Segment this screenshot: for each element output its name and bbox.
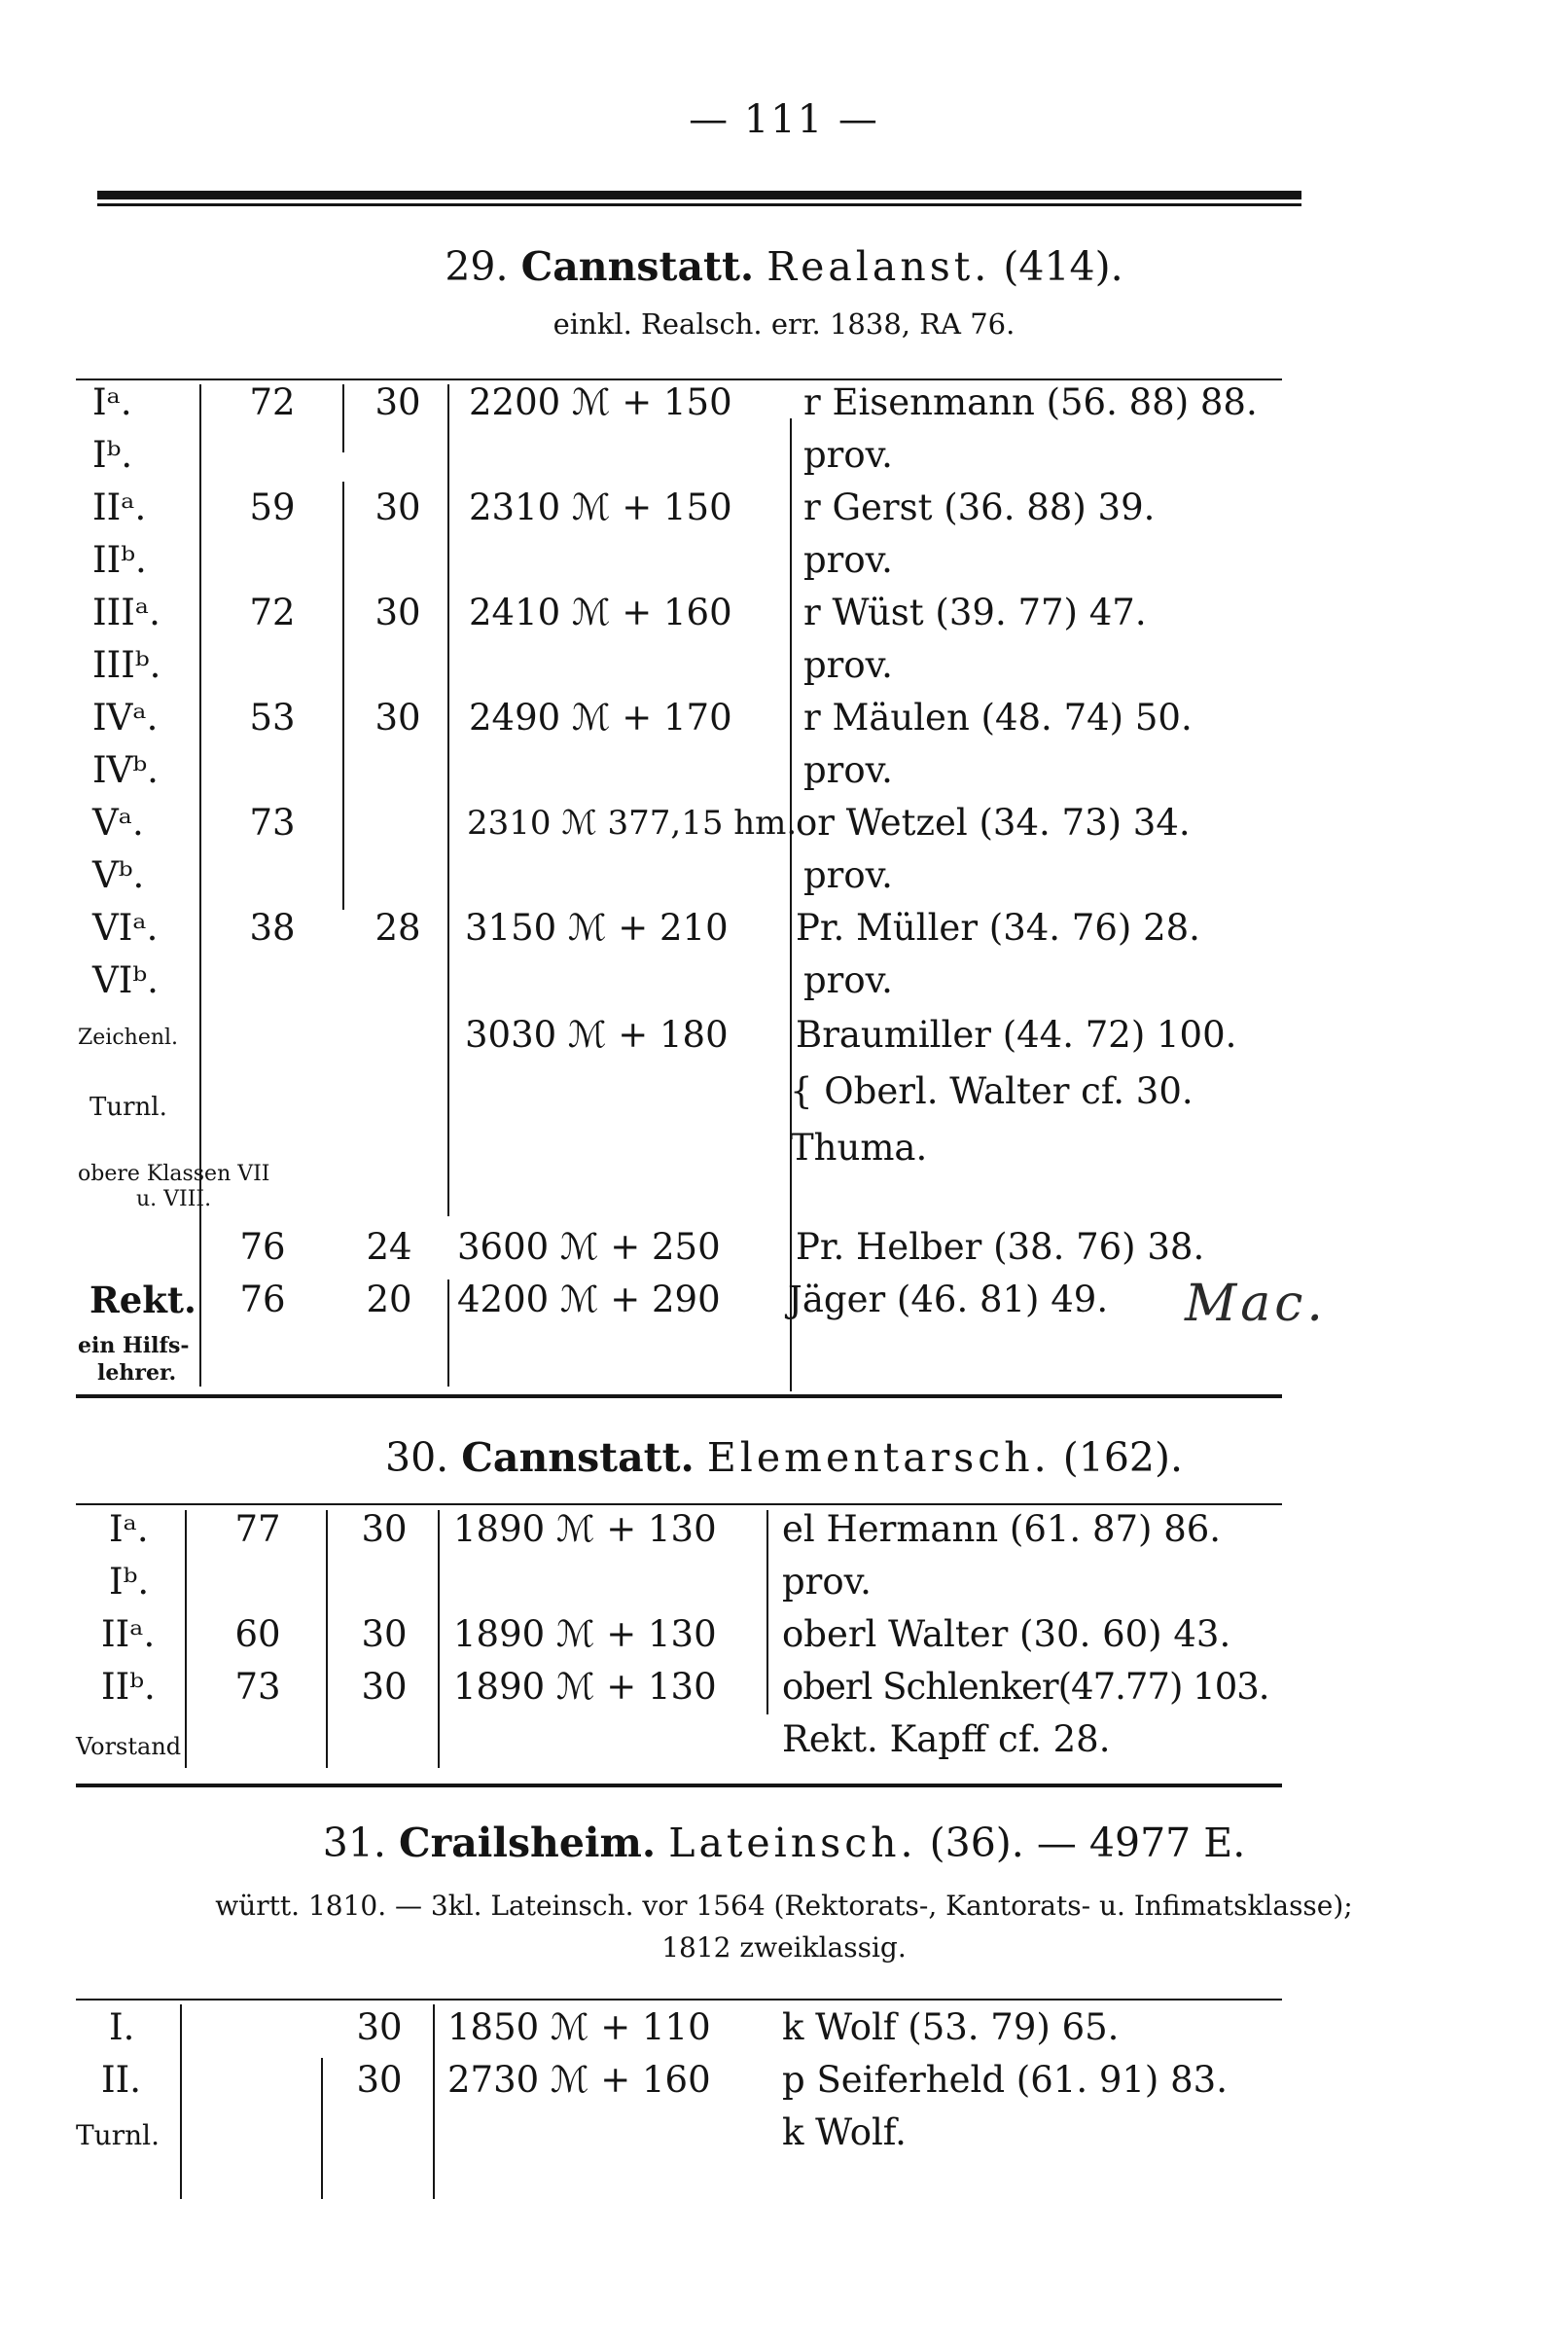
teacher: prov. bbox=[803, 959, 893, 1001]
section-30-count: (162). bbox=[1062, 1434, 1184, 1481]
teacher: prov. bbox=[803, 644, 893, 686]
section-31-number: 31. bbox=[322, 1820, 386, 1866]
section-31-subtitle-line2: 1812 zweiklassig. bbox=[661, 1931, 907, 1964]
class-label: Turnl. bbox=[76, 2119, 160, 2151]
teacher: oberl Schlenker(47.77) 103. bbox=[782, 1666, 1269, 1708]
teacher: k Wolf (53. 79) 65. bbox=[782, 2006, 1120, 2048]
hours-count: 30 bbox=[361, 1508, 408, 1550]
pupil-count: 72 bbox=[249, 381, 296, 423]
section-29-subtitle: einkl. Realsch. err. 1838, RA 76. bbox=[552, 307, 1016, 341]
col-divider bbox=[342, 384, 344, 452]
pupil-count: 77 bbox=[234, 1508, 281, 1550]
section-30-title bbox=[0, 1434, 1568, 1481]
section-30-number: 30. bbox=[384, 1434, 449, 1481]
section-29-place: Cannstatt. bbox=[520, 243, 755, 290]
col-divider bbox=[447, 384, 449, 1216]
section-30-place: Cannstatt. bbox=[461, 1434, 695, 1481]
class-label: Iᵃ. bbox=[109, 1508, 149, 1550]
salary: 1890 ℳ + 130 bbox=[453, 1666, 717, 1708]
section-31-table-top-rule bbox=[76, 1999, 1282, 2001]
section-31-count: (36). bbox=[929, 1820, 1024, 1866]
pupil-count: 59 bbox=[249, 487, 296, 528]
col-divider bbox=[438, 1510, 440, 1768]
pupil-count: 38 bbox=[249, 907, 296, 949]
section-30-bottom-rule bbox=[76, 1784, 1282, 1787]
hours-count: 30 bbox=[374, 697, 421, 739]
hours-count: 30 bbox=[361, 1613, 408, 1655]
teacher: { Oberl. Walter cf. 30. bbox=[790, 1070, 1194, 1112]
class-label: IIᵇ. bbox=[92, 539, 147, 581]
col-divider bbox=[199, 384, 201, 1387]
salary: 3600 ℳ + 250 bbox=[457, 1226, 721, 1268]
section-30-table-top-rule bbox=[76, 1503, 1282, 1505]
teacher: prov. bbox=[803, 854, 893, 896]
class-label: IIᵇ. bbox=[101, 1666, 156, 1708]
salary: 2410 ℳ + 160 bbox=[469, 592, 732, 633]
class-label: Rekt. bbox=[89, 1279, 196, 1321]
class-label: Iᵃ. bbox=[92, 381, 132, 423]
hours-count: 28 bbox=[374, 907, 421, 949]
salary: 1890 ℳ + 130 bbox=[453, 1508, 717, 1550]
section-29-type: Realanst. bbox=[766, 243, 991, 290]
section-31-title bbox=[0, 1820, 1568, 1866]
class-label: IIIᵃ. bbox=[92, 592, 160, 633]
handwritten-note: Mac. bbox=[1185, 1275, 1327, 1333]
salary: 4200 ℳ + 290 bbox=[457, 1279, 721, 1320]
col-divider bbox=[766, 1510, 768, 1714]
class-label: Vorstand bbox=[76, 1733, 182, 1760]
teacher: Thuma. bbox=[790, 1127, 928, 1169]
class-label: Iᵇ. bbox=[109, 1561, 150, 1603]
salary: 2730 ℳ + 160 bbox=[447, 2059, 711, 2101]
teacher: r Gerst (36. 88) 39. bbox=[803, 487, 1156, 528]
teacher: Rekt. Kapff cf. 28. bbox=[782, 1718, 1111, 1760]
teacher: or Wetzel (34. 73) 34. bbox=[796, 802, 1191, 844]
pupil-count: 60 bbox=[234, 1613, 281, 1655]
pupil-count: 73 bbox=[234, 1666, 281, 1708]
col-divider bbox=[342, 482, 344, 910]
page-number: — 111 — bbox=[689, 97, 879, 142]
helper-label: ein Hilfs- bbox=[78, 1333, 190, 1358]
salary: 2490 ℳ + 170 bbox=[469, 697, 732, 739]
header-rule bbox=[97, 191, 1301, 199]
class-label: IIIᵇ. bbox=[92, 644, 161, 686]
hours-count: 30 bbox=[361, 1666, 408, 1708]
teacher: Braumiller (44. 72) 100. bbox=[796, 1014, 1237, 1056]
section-31-population: — 4977 E. bbox=[1036, 1820, 1246, 1866]
class-label: I. bbox=[109, 2006, 135, 2048]
pupil-count: 72 bbox=[249, 592, 296, 633]
class-label: II. bbox=[101, 2059, 141, 2101]
section-31-subtitle-line1: württ. 1810. — 3kl. Lateinsch. vor 1564 (Rektorats-, Kantorats- u. Infimatsklasse); bbox=[215, 1890, 1353, 1922]
salary: 1850 ℳ + 110 bbox=[447, 2006, 711, 2048]
teacher: prov. bbox=[803, 434, 893, 476]
class-label: Zeichenl. bbox=[78, 1026, 179, 1050]
hours-count: 20 bbox=[366, 1279, 412, 1320]
teacher: k Wolf. bbox=[782, 2111, 907, 2153]
teacher: Jäger (46. 81) 49. bbox=[788, 1279, 1109, 1320]
salary: 3030 ℳ + 180 bbox=[465, 1014, 729, 1056]
salary: 2200 ℳ + 150 bbox=[469, 381, 732, 423]
teacher: Pr. Helber (38. 76) 38. bbox=[796, 1226, 1205, 1268]
hours-count: 24 bbox=[366, 1226, 412, 1268]
salary: 2310 ℳ 377,15 hm. bbox=[467, 804, 798, 843]
pupil-count: 76 bbox=[239, 1226, 286, 1268]
class-label: VIᵇ. bbox=[92, 959, 159, 1001]
col-divider bbox=[433, 2004, 435, 2199]
hours-count: 30 bbox=[356, 2006, 403, 2048]
pupil-count: 76 bbox=[239, 1279, 286, 1320]
section-30-type: Elementarsch. bbox=[706, 1434, 1051, 1481]
teacher: prov. bbox=[782, 1561, 872, 1603]
hours-count: 30 bbox=[374, 381, 421, 423]
pupil-count: 53 bbox=[249, 697, 296, 739]
section-29-number: 29. bbox=[445, 243, 509, 290]
salary: 2310 ℳ + 150 bbox=[469, 487, 732, 528]
teacher: p Seiferheld (61. 91) 83. bbox=[782, 2059, 1228, 2101]
teacher: r Wüst (39. 77) 47. bbox=[803, 592, 1147, 633]
class-label: Vᵃ. bbox=[92, 802, 144, 844]
class-label: Vᵇ. bbox=[92, 854, 145, 896]
helper-label: lehrer. bbox=[97, 1360, 177, 1386]
section-29-count: (414). bbox=[1003, 243, 1123, 290]
section-31-type: Lateinsch. bbox=[668, 1820, 917, 1866]
teacher: r Eisenmann (56. 88) 88. bbox=[803, 381, 1258, 423]
hours-count: 30 bbox=[356, 2059, 403, 2101]
upper-classes-label: obere Klassen VII bbox=[78, 1162, 270, 1186]
header-rule-thin bbox=[97, 203, 1301, 206]
section-29-title bbox=[0, 243, 1568, 290]
class-label: IVᵇ. bbox=[92, 749, 159, 791]
hours-count: 30 bbox=[374, 487, 421, 528]
salary: 1890 ℳ + 130 bbox=[453, 1613, 717, 1655]
class-label: IIᵃ. bbox=[101, 1613, 156, 1655]
col-divider bbox=[180, 2004, 182, 2199]
teacher: prov. bbox=[803, 749, 893, 791]
col-divider bbox=[790, 418, 792, 1391]
teacher: Pr. Müller (34. 76) 28. bbox=[796, 907, 1200, 949]
teacher: oberl Walter (30. 60) 43. bbox=[782, 1613, 1231, 1655]
teacher: r Mäulen (48. 74) 50. bbox=[803, 697, 1193, 739]
class-label: VIᵃ. bbox=[92, 907, 159, 949]
teacher: el Hermann (61. 87) 86. bbox=[782, 1508, 1222, 1550]
salary: 3150 ℳ + 210 bbox=[465, 907, 729, 949]
upper-classes-label: u. VIII. bbox=[136, 1187, 212, 1211]
teacher: prov. bbox=[803, 539, 893, 581]
class-label: Turnl. bbox=[89, 1093, 167, 1122]
col-divider bbox=[447, 1280, 449, 1387]
col-divider bbox=[326, 1510, 328, 1768]
class-label: IVᵃ. bbox=[92, 697, 159, 739]
class-label: IIᵃ. bbox=[92, 487, 147, 528]
col-divider bbox=[321, 2058, 323, 2199]
section-29-bottom-rule bbox=[76, 1394, 1282, 1398]
hours-count: 30 bbox=[374, 592, 421, 633]
pupil-count: 73 bbox=[249, 802, 296, 844]
section-29-table-top-rule bbox=[76, 378, 1282, 380]
class-label: Iᵇ. bbox=[92, 434, 133, 476]
col-divider bbox=[185, 1510, 187, 1768]
section-31-place: Crailsheim. bbox=[399, 1820, 657, 1866]
